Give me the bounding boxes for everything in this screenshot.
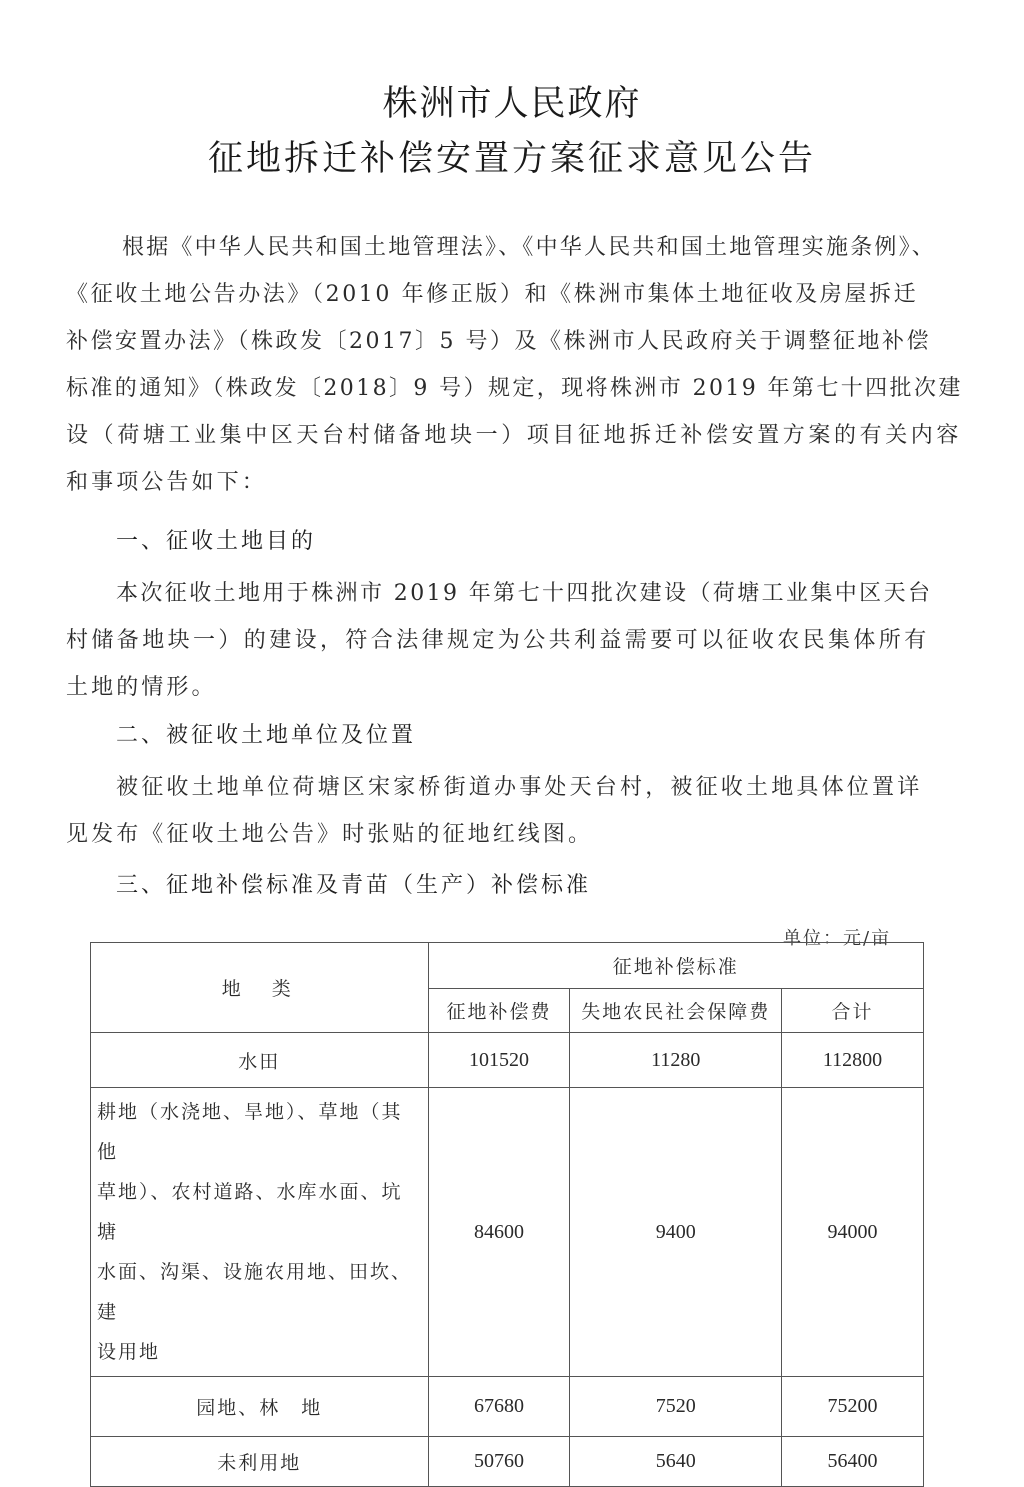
section-2-paragraph xyxy=(66,764,936,858)
header-compensation-standard: 征地补偿标准 xyxy=(428,943,923,989)
header-land-type: 地 类 xyxy=(91,943,429,1033)
value-cell: 11280 xyxy=(570,1033,782,1088)
section-heading-2: 二、被征收土地单位及位置 xyxy=(116,723,417,748)
intro-line: 标准的通知》（株政发〔2018〕9 号）规定，现将株洲市 2019 年第七十四批次建 xyxy=(66,376,963,401)
table-row xyxy=(91,1377,924,1437)
document-title-line2: 征地拆迁补偿安置方案征求意见公告 xyxy=(207,139,816,179)
intro-paragraph xyxy=(66,224,963,506)
value-cell: 75200 xyxy=(782,1377,924,1437)
value-cell: 84600 xyxy=(428,1088,570,1377)
land-type-line: 草地）、农村道路、水库水面、坑塘 xyxy=(97,1181,403,1243)
land-type-line: 设用地 xyxy=(97,1341,161,1363)
header-col: 合计 xyxy=(782,989,924,1033)
value-cell: 50760 xyxy=(428,1437,570,1487)
section-heading-1: 一、征收土地目的 xyxy=(116,529,317,554)
table-row xyxy=(91,1088,924,1377)
value-cell: 7520 xyxy=(570,1377,782,1437)
intro-line: 和事项公告如下： xyxy=(66,470,267,495)
section-1-paragraph xyxy=(66,570,936,711)
section-2-line: 被征收土地单位荷塘区宋家桥街道办事处天台村，被征收土地具体位置详 xyxy=(116,775,923,800)
section-1-line: 村储备地块一）的建设，符合法律规定为公共利益需要可以征收农民集体所有 xyxy=(66,628,930,653)
value-cell: 56400 xyxy=(782,1437,924,1487)
table-header-row xyxy=(91,943,924,989)
land-type-cell: 园地、林 地 xyxy=(91,1377,429,1437)
value-cell: 94000 xyxy=(782,1088,924,1377)
section-1-line: 土地的情形。 xyxy=(66,675,217,700)
value-cell: 112800 xyxy=(782,1033,924,1088)
table-row xyxy=(91,1033,924,1088)
land-type-cell: 水田 xyxy=(91,1033,429,1088)
value-cell: 5640 xyxy=(570,1437,782,1487)
table-unit-label: 单位：元/亩 xyxy=(783,928,892,949)
value-cell: 101520 xyxy=(428,1033,570,1088)
compensation-table xyxy=(90,942,924,1487)
document-title-line1: 株洲市人民政府 xyxy=(382,84,642,124)
header-col: 征地补偿费 xyxy=(428,989,570,1033)
land-type-cell xyxy=(91,1088,429,1377)
intro-line: 《征收土地公告办法》（2010 年修正版）和《株洲市集体土地征收及房屋拆迁 xyxy=(66,282,919,307)
land-type-cell: 未利用地 xyxy=(91,1437,429,1487)
land-type-line: 水面、沟渠、设施农用地、田坎、建 xyxy=(97,1261,413,1323)
intro-line: 设（荷塘工业集中区天台村储备地块一）项目征地拆迁补偿安置方案的有关内容 xyxy=(66,423,963,448)
land-type-line: 耕地（水浇地、旱地）、草地（其他 xyxy=(97,1101,403,1163)
header-col: 失地农民社会保障费 xyxy=(570,989,782,1033)
intro-line: 根据《中华人民共和国土地管理法》、《中华人民共和国土地管理实施条例》、 xyxy=(122,235,937,260)
section-1-line: 本次征收土地用于株洲市 2019 年第七十四批次建设（荷塘工业集中区天台 xyxy=(116,581,933,606)
intro-line: 补偿安置办法》（株政发〔2017〕5 号）及《株洲市人民政府关于调整征地补偿 xyxy=(66,329,931,354)
section-2-line: 见发布《征收土地公告》时张贴的征地红线图。 xyxy=(66,822,594,847)
value-cell: 9400 xyxy=(570,1088,782,1377)
table-row xyxy=(91,1437,924,1487)
section-heading-3: 三、征地补偿标准及青苗（生产）补偿标准 xyxy=(116,873,592,898)
value-cell: 67680 xyxy=(428,1377,570,1437)
